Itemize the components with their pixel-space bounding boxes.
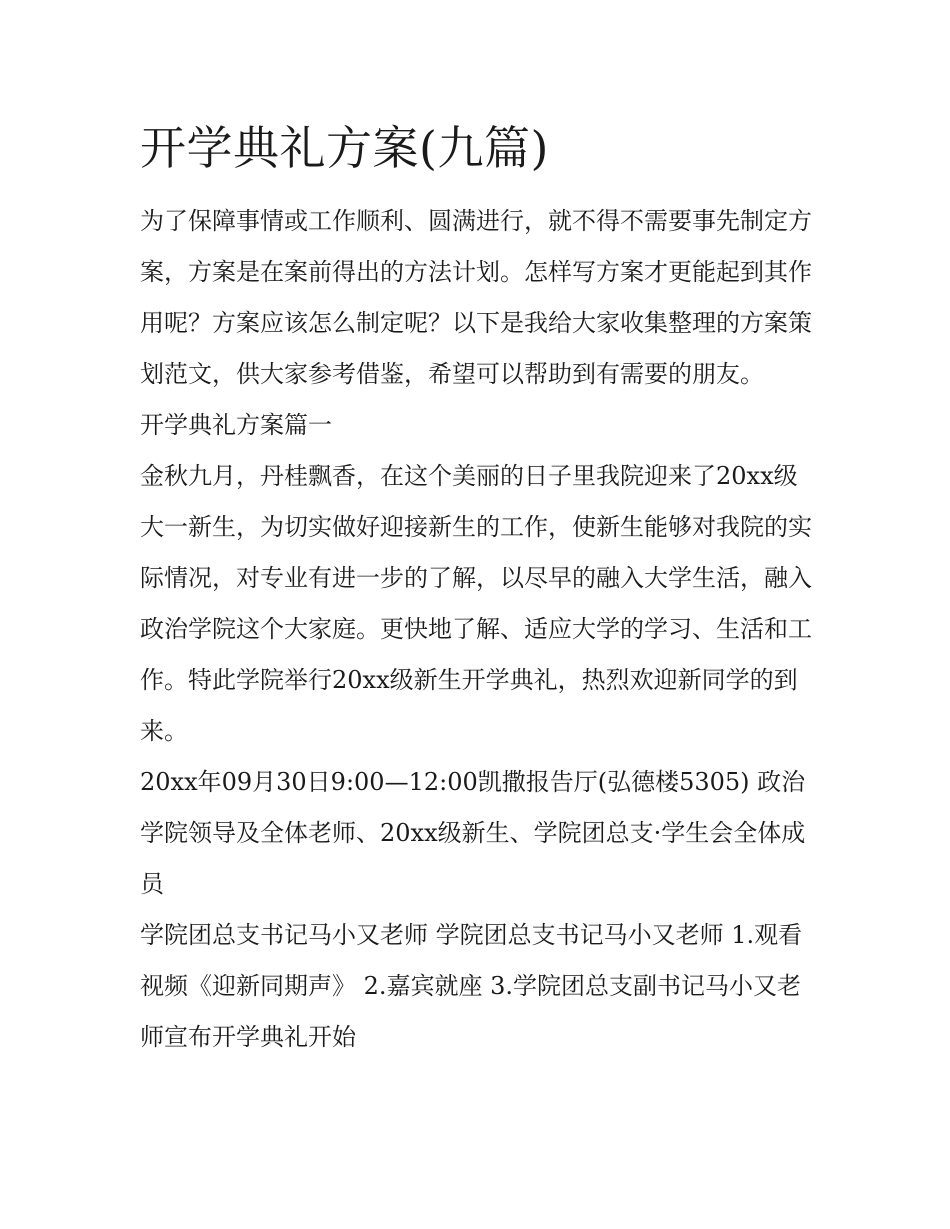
document-body — [140, 196, 812, 1063]
time-place-paragraph: 20xx年09月30日9:00—12:00凯撒报告厅(弘德楼5305) 政治学院领导及全体老师、20xx级新生、学院团总支·学生会全体成员 — [140, 768, 806, 898]
document-title: 开学典礼方案(九篇) — [140, 121, 549, 175]
background-paragraph: 金秋九月，丹桂飘香，在这个美丽的日子里我院迎来了20xx级大一新生，为切实做好迎接新生的工作，使新生能够对我院的实际情况，对专业有进一步的了解，以尽早的融入大学生活，融入政治学院这个大家庭。更快地了解、适应大学的学习、生活和工作。特此学院举行20xx级新生开学典礼，热烈欢迎新同学的到来。 — [140, 462, 812, 745]
intro-paragraph: 为了保障事情或工作顺利、圆满进行，就不得不需要事先制定方案，方案是在案前得出的方法计划。怎样写方案才更能起到其作用呢？方案应该怎么制定呢？以下是我给大家收集整理的方案策划范文，供大家参考借鉴，希望可以帮助到有需要的朋友。 — [140, 207, 812, 388]
agenda-paragraph: 学院团总支书记马小又老师 学院团总支书记马小又老师 1.观看视频《迎新同期声》 2.嘉宾就座 3.学院团总支副书记马小又老师宣布开学典礼开始 — [140, 921, 803, 1051]
section-heading: 开学典礼方案篇一 — [140, 411, 332, 439]
